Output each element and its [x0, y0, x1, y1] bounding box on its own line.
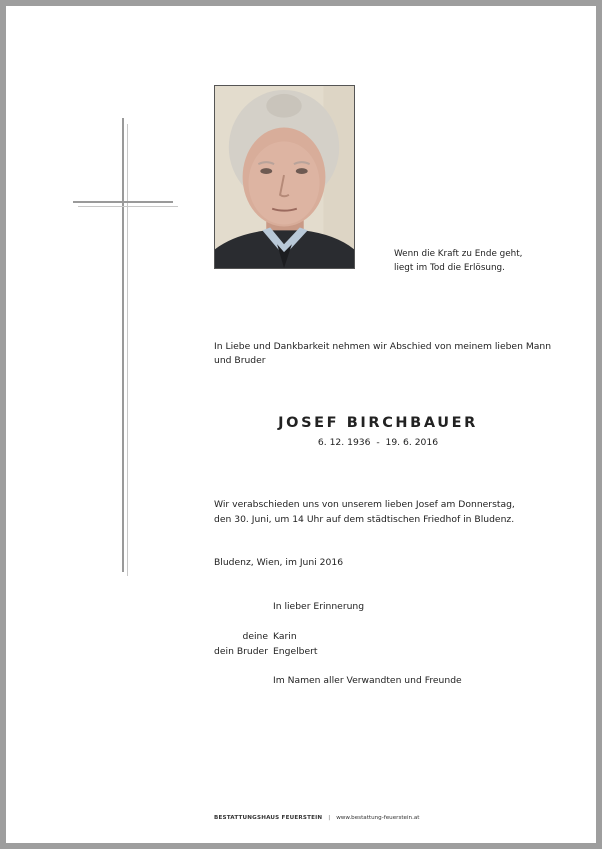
memory-line: In lieber Erinnerung	[273, 601, 365, 612]
portrait-photo	[214, 85, 355, 269]
footer-url[interactable]: www.bestattung-feuerstein.at	[336, 815, 420, 821]
service-details	[214, 497, 515, 527]
intro-line-1: In Liebe und Dankbarkeit nehmen wir Abschied von meinem lieben Mann	[214, 341, 552, 352]
footer-separator: |	[328, 815, 331, 821]
quote	[394, 247, 522, 275]
service-line-2: den 30. Juni, um 14 Uhr auf dem städtischen Friedhof in Bludenz.	[214, 514, 515, 525]
place-date: Bludenz, Wien, im Juni 2016	[214, 557, 344, 568]
mourner-relation: dein Bruder	[214, 646, 268, 657]
intro-line-2: und Bruder	[214, 355, 266, 366]
footer-brand: BESTATTUNGSHAUS FEUERSTEIN	[214, 815, 323, 821]
service-line-1: Wir verabschieden uns von unserem lieben Josef am Donnerstag,	[214, 499, 515, 510]
quote-line-2: liegt im Tod die Erlösung.	[394, 263, 505, 273]
deceased-name: JOSEF BIRCHBAUER	[278, 415, 478, 431]
intro-text	[214, 340, 551, 368]
family-line: Im Namen aller Verwandten und Freunde	[273, 675, 462, 686]
mourner-name: Engelbert	[273, 646, 318, 657]
mourner-name: Karin	[273, 631, 297, 642]
footer	[214, 815, 420, 821]
life-dates: 6. 12. 1936 - 19. 6. 2016	[317, 437, 439, 448]
quote-line-1: Wenn die Kraft zu Ende geht,	[394, 249, 523, 259]
mourner-relation: deine	[242, 631, 268, 642]
